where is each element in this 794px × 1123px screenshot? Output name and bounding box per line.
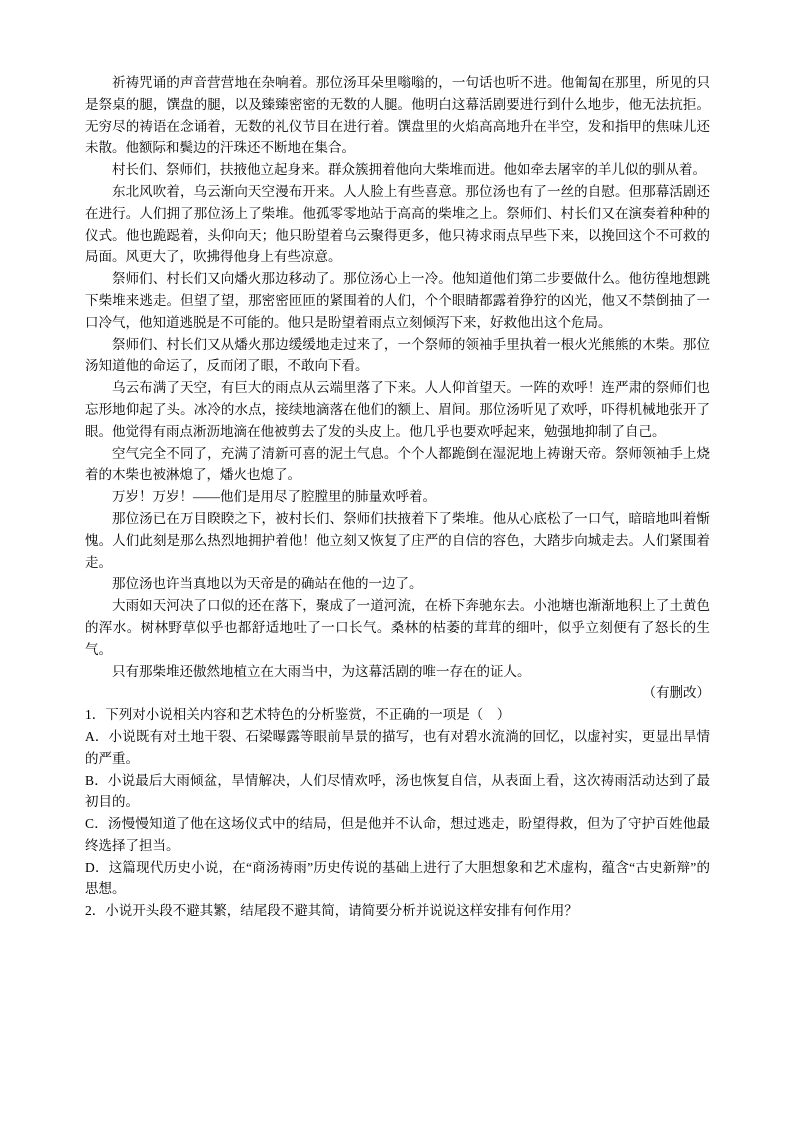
story-paragraph: 空气完全不同了，充满了清新可喜的泥土气息。个个人都跪倒在湿泥地上祷谢天帝。祭师领袖手上烧着的木柴也被淋熄了，燔火也熄了。 (85, 445, 710, 483)
story-paragraph: 乌云布满了天空，有巨大的雨点从云端里落了下来。人人仰首望天。一阵的欢呼！连严肃的祭师们也忘形地仰起了头。冰冷的水点，接续地滴落在他们的额上、眉间。那位汤听见了欢呼，吓得机械地张开了眼。他觉得有雨点淅沥地滴在他被剪去了发的头皮上。他几乎也要欢呼起来，勉强地抑制了自己。 (85, 380, 710, 439)
story-paragraph: 那位汤已在万目睽睽之下，被村长们、祭师们扶掖着下了柴堆。他从心底松了一口气，暗暗地叫着惭愧。人们此刻是那么热烈地拥护着他！他立刻又恢复了庄严的自信的容色，大踏步向城走去。人们紧围着走。 (85, 510, 710, 570)
questions-section (85, 704, 710, 922)
question-1-option-a: A．小说既有对土地干裂、石梁曝露等眼前旱景的描写，也有对碧水流淌的回忆，以虚衬实，更显出旱情的严重。 (85, 728, 710, 766)
question-2: 2．小说开头段不避其繁，结尾段不避其简，请简要分析并说说这样安排有何作用？ (85, 903, 578, 919)
story-paragraph: 东北风吹着，乌云渐向天空漫布开来。人人脸上有些喜意。那位汤也有了一丝的自慰。但那幕活剧还在进行。人们拥了那位汤上了柴堆。他孤零零地站于高高的柴堆之上。祭师们、村长们又在演奏着种种的仪式。他也跪跽着，头仰向天；他只盼望着乌云聚得更多，他只祷求雨点早些下来，以挽回这个不可救的局面。风更大了，吹拂得他身上有些凉意。 (85, 183, 710, 265)
story-paragraph: 只有那柴堆还傲然地植立在大雨当中，为这幕活剧的唯一存在的证人。 (112, 663, 531, 679)
story-paragraph: 那位汤也许当真地以为天帝是的确站在他的一边了。 (112, 576, 423, 592)
story-paragraph: 村长们、祭师们，扶掖他立起身来。群众簇拥着他向大柴堆而进。他如牵去屠宰的羊儿似的驯从着。 (112, 162, 706, 178)
question-1-option-d: D．这篇现代历史小说，在“商汤祷雨”历史传说的基础上进行了大胆想象和艺术虚构，蕴含“古史新辩”的思想。 (85, 859, 710, 897)
story-paragraph: 祭师们、村长们又向燔火那边移动了。那位汤心上一冷。他知道他们第二步要做什么。他彷徨地想跳下柴堆来逃走。但望了望，那密密匝匝的紧围着的人们，个个眼睛都露着狰狞的凶光，他又不禁倒抽了一口冷气，他知道逃脱是不可能的。他只是盼望着雨点立刻倾泻下来，好救他出这个危局。 (85, 271, 710, 330)
question-1-option-b: B．小说最后大雨倾盆，旱情解决，人们尽情欢呼，汤也恢复自信，从表面上看，这次祷雨活动达到了最初目的。 (85, 772, 710, 810)
story-paragraph: 祈祷咒诵的声音营营地在杂响着。那位汤耳朵里嗡嗡的，一句话也听不进。他匍匐在那里，所见的只是祭桌的腿，馔盘的腿，以及臻臻密密的无数的人腿。他明白这幕活剧要进行到什么地步，他无法抗拒。无穷尽的祷语在念诵着，无数的礼仪节目在进行着。馔盘里的火焰高高地升在半空，发和指甲的焦味儿还未散。他额际和鬓边的汗珠还不断地在集合。 (85, 75, 710, 156)
story-paragraph: 万岁！万岁！——他们是用尽了腔膛里的肺量欢呼着。 (112, 489, 436, 505)
question-1-stem: 1．下列对小说相关内容和艺术特色的分析鉴赏，不正确的一项是（ ） (85, 707, 511, 723)
attribution-note: （有删改） (642, 685, 710, 701)
story-section (85, 72, 710, 704)
story-paragraph: 祭师们、村长们又从燔火那边缓缓地走过来了，一个祭师的领袖手里执着一根火光熊熊的木柴。那位汤知道他的命运了，反而闭了眼，不敢向下看。 (85, 336, 710, 374)
story-paragraph: 大雨如天河决了口似的还在落下，聚成了一道河流，在桥下奔驰东去。小池塘也渐渐地积上了土黄色的浑水。树林野草似乎也都舒适地吐了一口长气。桑林的枯萎的茸茸的细叶，似乎立刻便有了怒长的生气。 (85, 598, 710, 657)
question-1-option-c: C．汤慢慢知道了他在这场仪式中的结局，但是他并不认命，想过逃走，盼望得救，但为了守护百姓他最终选择了担当。 (85, 816, 710, 853)
